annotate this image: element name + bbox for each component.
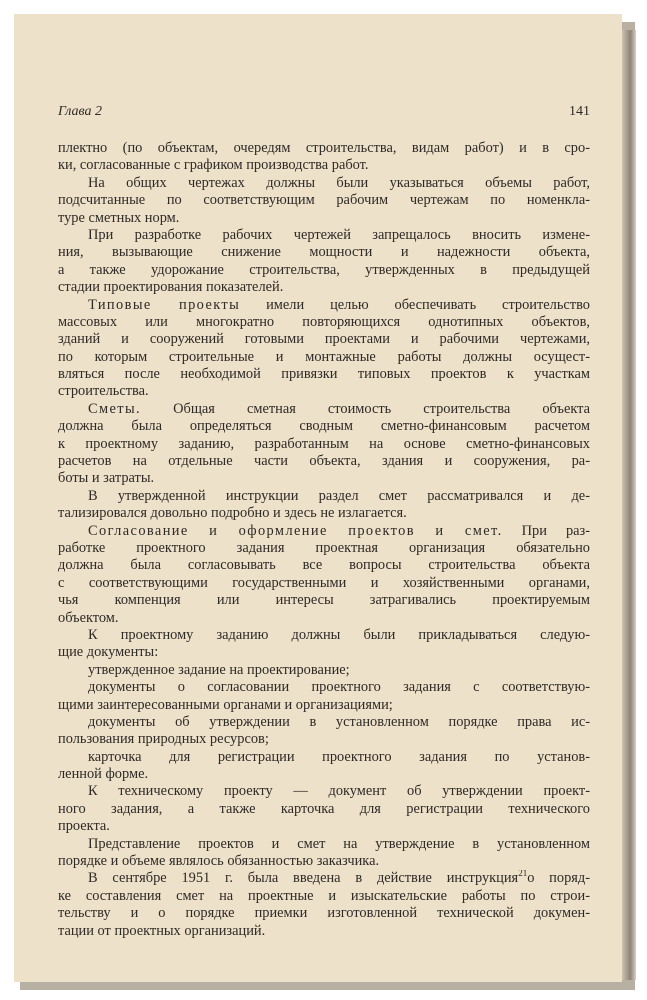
line-text: В утвержденной инструкции раздел смет рассматривался и де- [88,487,590,504]
paragraph [58,523,590,627]
text-line [58,331,590,348]
running-head [58,104,590,124]
text-line [58,644,590,661]
line-text: тельству и о порядке приемки изготовленной технической докумен- [58,905,590,922]
text-line [58,192,590,209]
text-line [58,314,590,331]
text-line [58,766,590,783]
paragraph [58,488,590,523]
line-text: ке составления смет на проектные и изыскательские работы по строи- [58,887,590,904]
line-text: утвержденное задание на проектирование; [88,661,350,678]
line-text: тации от проектных организаций. [58,922,266,939]
line-text: должна была определяться сводным сметно-финансовым расчетом [58,418,590,435]
line-text: подсчитанные по соответствующим рабочим чертежам по номенкла- [58,192,590,209]
line-text: строительства. [58,383,149,400]
text-line [58,383,590,400]
spaced-term: Сметы. [88,400,142,417]
text-line [58,470,590,487]
text-line [58,662,590,679]
text-line [58,870,590,887]
text-line [58,749,590,766]
line-text: На общих чертежах должны были указываться объемы работ, [88,174,590,191]
text-line [58,227,590,244]
line-text: Представление проектов и смет на утверждение в установленном [88,835,590,852]
line-text: тализировался довольно подробно и здесь не излагается. [58,505,407,522]
text-line [58,262,590,279]
text-line [58,697,590,714]
paragraph [58,836,590,871]
text-line [58,853,590,870]
line-text: порядке и объеме являлось обязанностью заказчика. [58,853,380,870]
line-text: объектом. [58,609,119,626]
line-text: стадии проектирования показателей. [58,279,284,296]
line-text: должна была согласовывать все вопросы строительства объекта [58,557,590,574]
text-line [58,801,590,818]
spaced-term: Согласование и оформление проектов и смет. [88,522,503,539]
text-line [58,418,590,435]
text-line [58,175,590,192]
line-text: с соответствующими государственными и хозяйственными органами, [58,574,590,591]
line-text: ного задания, а также карточка для регистрации технического [58,800,590,817]
paragraph [58,870,590,940]
line-text: работке проектного задания проектная организация обязательно [58,539,590,556]
line-text: ки, согласованные с графиком производства работ. [58,157,369,174]
line-text: К техническому проекту — документ об утверждении проект- [88,783,590,800]
paragraph [58,297,590,401]
line-text: К проектному заданию должны были прикладываться следую- [88,626,590,643]
line-text: зданий и сооружений готовыми проектами и рабочими чертежами, [58,331,590,348]
line-text: ленной форме. [58,766,149,783]
text-line [58,627,590,644]
line-text: ния, вызывающие снижение мощности и надежности объекта, [58,244,590,261]
line-text: вляться после необходимой привязки типовых проектов к участкам [58,366,590,383]
paragraph [58,627,590,662]
line-text: щими заинтересованными органами и организациями; [58,696,393,713]
line-text: имели целью обеспечивать строительство [240,296,590,313]
text-line [58,401,590,418]
book-page [14,14,622,982]
text-line [58,836,590,853]
line-text: туре сметных норм. [58,209,180,226]
page-number: 141 [569,104,590,119]
page-edge [622,30,636,980]
text-line [58,523,590,540]
line-text: боты и затраты. [58,470,155,487]
line-text: В сентябре 1951 г. была введена в действие инструкция [88,870,519,887]
line-text: расчетов на отдельные части объекта, здания и сооружения, ра- [58,453,590,470]
line-text: Общая сметная стоимость строительства объекта [141,400,590,417]
line-text: щие документы: [58,644,159,661]
paragraph [58,749,590,784]
paragraph [58,140,590,175]
chapter-title: Глава 2 [58,104,102,119]
line-text: При раз- [502,522,590,539]
line-text: При разработке рабочих чертежей запрещалось вносить измене- [88,226,590,243]
text-line [58,297,590,314]
body-text [58,140,590,940]
text-line [58,366,590,383]
line-text: карточка для регистрации проектного задания по установ- [88,748,590,765]
line-text: чья компенция или интересы затрагивались проектируемым [58,592,590,609]
paragraph [58,662,590,679]
footnote-ref: 21 [518,870,528,879]
line-text: массовых или многократно повторяющихся однотипных объектов, [58,313,590,330]
text-line [58,436,590,453]
text-line [58,557,590,574]
text-line [58,905,590,922]
paragraph [58,227,590,297]
text-line [58,210,590,227]
text-line [58,505,590,522]
text-line [58,714,590,731]
text-line [58,244,590,261]
text-line [58,349,590,366]
text-line [58,279,590,296]
line-text: документы о согласовании проектного задания с соответствую- [88,679,590,696]
line-text: плектно (по объектам, очередям строительства, видам работ) и в сро- [58,140,590,156]
text-line [58,140,590,157]
paragraph [58,175,590,227]
text-line [58,731,590,748]
line-text: к проектному заданию, разработанным на основе сметно-финансовых [58,435,590,452]
text-line [58,679,590,696]
text-line [58,157,590,174]
line-text: проекта. [58,818,110,835]
line-text: а также удорожание строительства, утвержденных в предыдущей [58,261,590,278]
line-text: по которым строительные и монтажные работы должны осущест- [58,348,590,365]
spaced-term: Типовые проекты [88,296,241,313]
paragraph [58,401,590,488]
paragraph [58,714,590,749]
line-text: документы об утверждении в установленном порядке права ис- [88,713,590,730]
text-line [58,783,590,800]
text-line [58,453,590,470]
line-text-after: о поряд- [527,870,590,887]
text-line [58,488,590,505]
text-line [58,818,590,835]
text-line [58,540,590,557]
line-text: пользования природных ресурсов; [58,731,269,748]
text-line [58,888,590,905]
paragraph [58,679,590,714]
text-line [58,610,590,627]
text-line [58,592,590,609]
text-line [58,575,590,592]
paragraph [58,783,590,835]
text-line [58,923,590,940]
